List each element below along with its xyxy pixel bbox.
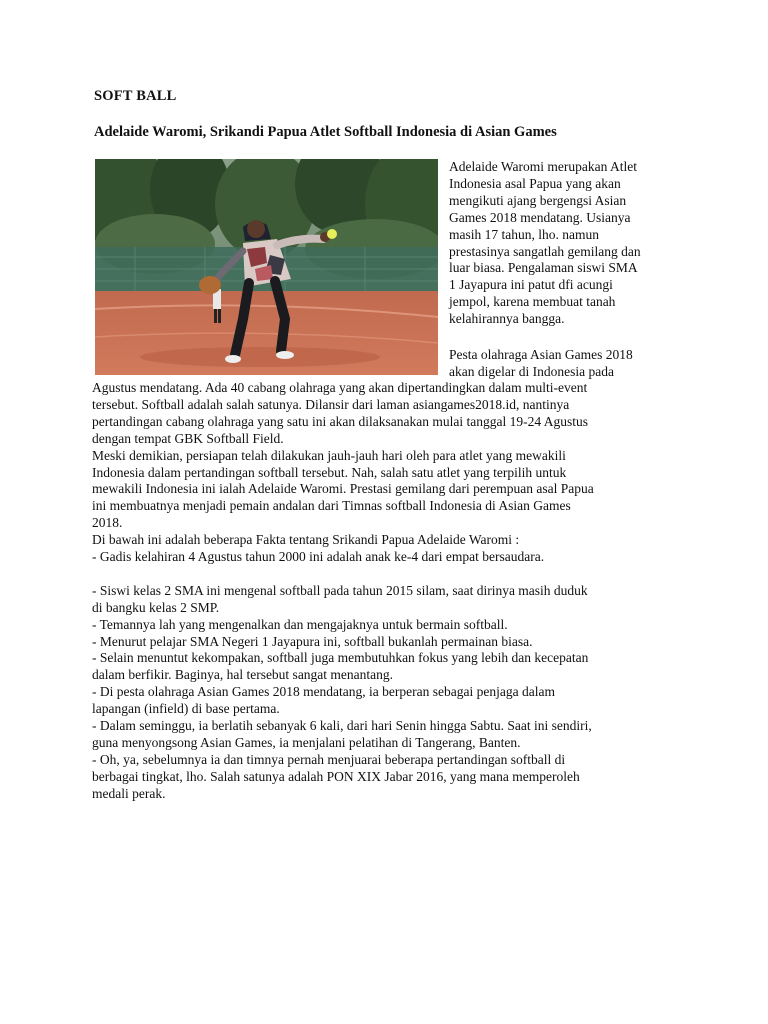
text-line: 1 Jayapura ini patut dfi acungi <box>449 277 613 293</box>
text-line: Indonesia asal Papua yang akan <box>449 175 621 191</box>
text-line: dalam berfikir. Baginya, hal tersebut sangat menantang. <box>92 667 394 683</box>
text-line: dengan tempat GBK Softball Field. <box>92 430 284 446</box>
text-line: prestasinya sangatlah gemilang dan <box>449 243 641 259</box>
text-line: akan digelar di Indonesia pada <box>449 363 614 379</box>
text-line: lapangan (infield) di base pertama. <box>92 701 280 717</box>
text-line: tersebut. Softball adalah salah satunya. Dilansir dari laman asiangames2018.id, nantinya <box>92 396 570 412</box>
text-line: mengikuti ajang bergengsi Asian <box>449 192 627 208</box>
list-item: - Selain menuntut kekompakan, softball juga membutuhkan fokus yang lebih dan kecepatan <box>92 650 589 666</box>
list-item: - Oh, ya, sebelumnya ia dan timnya pernah menjuarai beberapa pertandingan softball di <box>92 751 566 767</box>
article-body <box>92 380 678 803</box>
text-line: Games 2018 mendatang. Usianya <box>449 209 631 225</box>
wrapped-side-text <box>449 159 679 381</box>
document-heading: SOFT BALL <box>94 88 177 104</box>
text-line: ini membuatnya menjadi pemain andalan dari Timnas softball Indonesia di Asian Games <box>92 498 571 514</box>
list-item: - Dalam seminggu, ia berlatih sebanyak 6 kali, dari hari Senin hingga Sabtu. Saat ini sendiri, <box>92 718 592 734</box>
text-line: Meski demikian, persiapan telah dilakukan jauh-jauh hari oleh para atlet yang mewakili <box>92 447 566 463</box>
text-line: kelahirannya bangga. <box>449 311 565 327</box>
text-line: pertandingan cabang olahraga yang satu ini akan dilaksanakan mulai tanggal 19-24 Agustus <box>92 413 588 429</box>
text-line: di bangku kelas 2 SMP. <box>92 599 220 615</box>
text-line: masih 17 tahun, lho. namun <box>449 226 599 242</box>
text-line: medali perak. <box>92 785 166 801</box>
text-line: Agustus mendatang. Ada 40 cabang olahraga yang akan dipertandingkan dalam multi-event <box>92 380 588 395</box>
text-line: berbagai tingkat, lho. Salah satunya adalah PON XIX Jabar 2016, yang mana memperoleh <box>92 768 580 784</box>
list-item: - Di pesta olahraga Asian Games 2018 mendatang, ia berperan sebagai penjaga dalam <box>92 684 555 700</box>
text-line: guna menyongsong Asian Games, ia menjalani pelatihan di Tangerang, Banten. <box>92 735 521 751</box>
list-item: - Gadis kelahiran 4 Agustus tahun 2000 ini adalah anak ke-4 dari empat bersaudara. <box>92 549 545 565</box>
text-line: jempol, karena membuat tanah <box>449 294 616 310</box>
list-item: - Temannya lah yang mengenalkan dan mengajaknya untuk bermain softball. <box>92 616 508 632</box>
text-line: mewakili Indonesia ini ialah Adelaide Waromi. Prestasi gemilang dari perempuan asal Papua <box>92 481 594 497</box>
text-line: Pesta olahraga Asian Games 2018 <box>449 347 633 363</box>
softball-pitcher-photo <box>95 159 438 375</box>
text-line: Adelaide Waromi merupakan Atlet <box>449 159 637 174</box>
text-line: luar biasa. Pengalaman siswi SMA <box>449 260 638 276</box>
list-item: - Siswi kelas 2 SMA ini mengenal softball pada tahun 2015 silam, saat dirinya masih duduk <box>92 582 588 598</box>
text-line: 2018. <box>92 515 123 531</box>
article-title: Adelaide Waromi, Srikandi Papua Atlet Softball Indonesia di Asian Games <box>94 124 557 140</box>
text-line: Di bawah ini adalah beberapa Fakta tentang Srikandi Papua Adelaide Waromi : <box>92 532 520 548</box>
text-line: Indonesia dalam pertandingan softball tersebut. Nah, salah satu atlet yang terpilih untuk <box>92 464 567 480</box>
list-item: - Menurut pelajar SMA Negeri 1 Jayapura ini, softball bukanlah permainan biasa. <box>92 633 533 649</box>
